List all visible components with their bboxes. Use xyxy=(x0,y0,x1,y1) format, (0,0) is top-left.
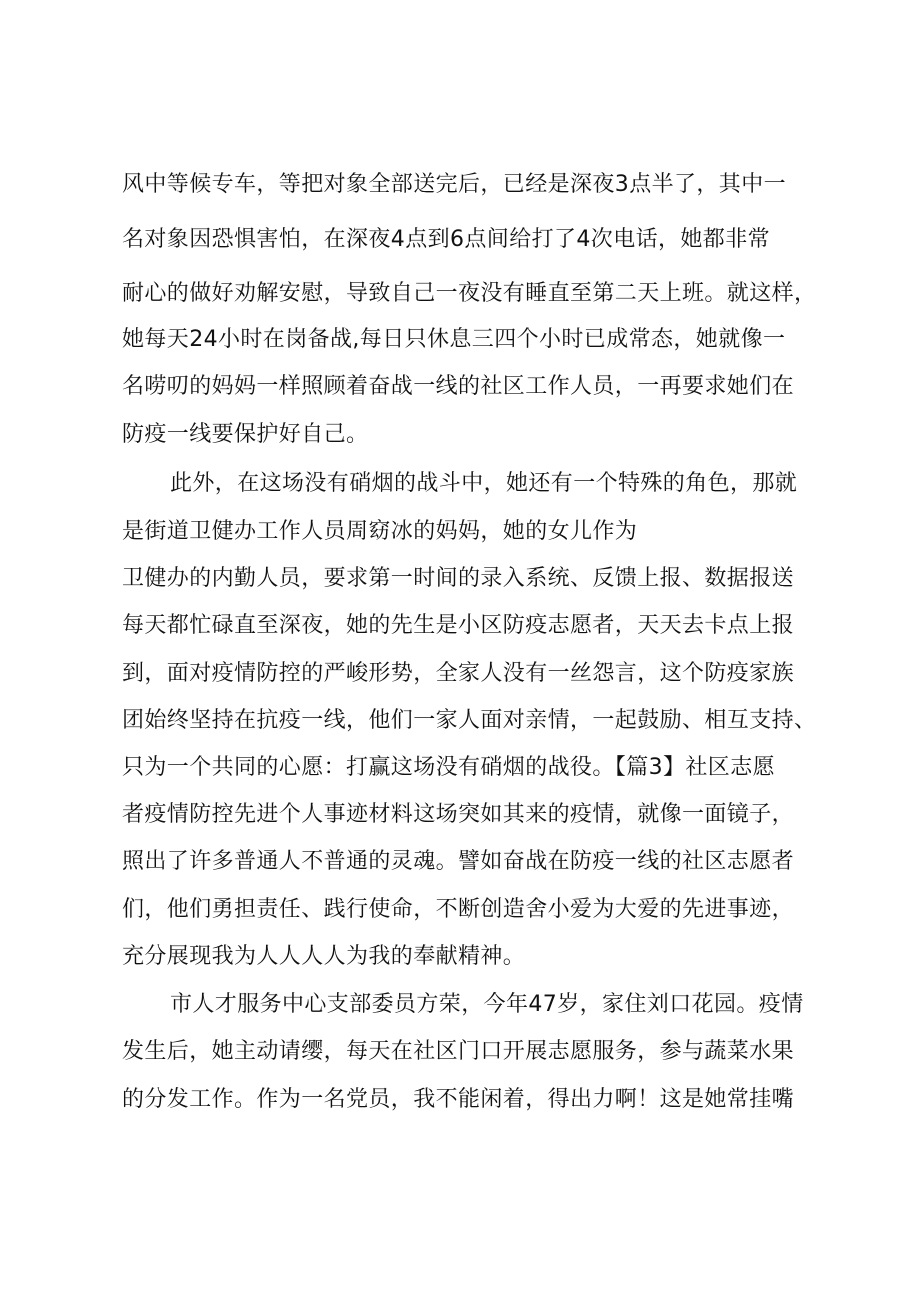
text-line-16: 们，他们勇担责任、践行使命，不断创造舍小爱为大爱的先进事迹， xyxy=(122,897,795,922)
text-line-13: 只为一个共同的心愿：打赢这场没有硝烟的战役。【篇3】社区志愿 xyxy=(122,755,775,780)
paragraph-3-line-1: 市人才服务中心支部委员方荣，今年47岁，家住刘口花园。疫情 xyxy=(170,992,804,1017)
text-line-9: 卫健办的内勤人员，要求第一时间的录入系统、反馈上报、数据报送 xyxy=(122,566,795,591)
text-line-8: 是街道卫健办工作人员周窈冰的妈妈，她的女儿作为 xyxy=(122,519,638,544)
text-line-1: 风中等候专车，等把对象全部送完后，已经是深夜3点半了，其中一 xyxy=(122,172,786,197)
text-line-5: 名唠叨的妈妈一样照顾着奋战一线的社区工作人员，一再要求她们在 xyxy=(122,374,795,399)
text-line-14: 者疫情防控先进个人事迹材料这场突如其来的疫情，就像一面镜子， xyxy=(122,802,795,827)
text-line-3: 耐心的做好劝解安慰，导致自己一夜没有睡直至第二天上班。就这样， xyxy=(122,281,817,306)
text-line-4: 她每天24小时在岗备战,每日只休息三四个小时已成常态，她就像一 xyxy=(122,327,786,352)
text-line-2: 名对象因恐惧害怕，在深夜4点到6点间给打了4次电话，她都非常 xyxy=(122,227,770,252)
text-line-10: 每天都忙碌直至深夜，她的先生是小区防疫志愿者，天天去卡点上报 xyxy=(122,613,795,638)
text-line-15: 照出了许多普通人不普通的灵魂。譬如奋战在防疫一线的社区志愿者 xyxy=(122,849,795,874)
text-line-12: 团始终坚持在抗疫一线，他们一家人面对亲情，一起鼓励、相互支持、 xyxy=(122,708,817,733)
text-line-20: 的分发工作。作为一名党员，我不能闲着，得出力啊！这是她常挂嘴 xyxy=(122,1087,795,1112)
paragraph-2-line-1: 此外，在这场没有硝烟的战斗中，她还有一个特殊的角色，那就 xyxy=(170,471,798,496)
text-line-11: 到，面对疫情防控的严峻形势，全家人没有一丝怨言，这个防疫家族 xyxy=(122,661,795,686)
text-line-6: 防疫一线要保护好自己。 xyxy=(122,422,369,447)
text-line-19: 发生后，她主动请缨，每天在社区门口开展志愿服务，参与蔬菜水果 xyxy=(122,1039,795,1064)
text-line-17: 充分展现我为人人人人为我的奉献精神。 xyxy=(122,944,526,969)
